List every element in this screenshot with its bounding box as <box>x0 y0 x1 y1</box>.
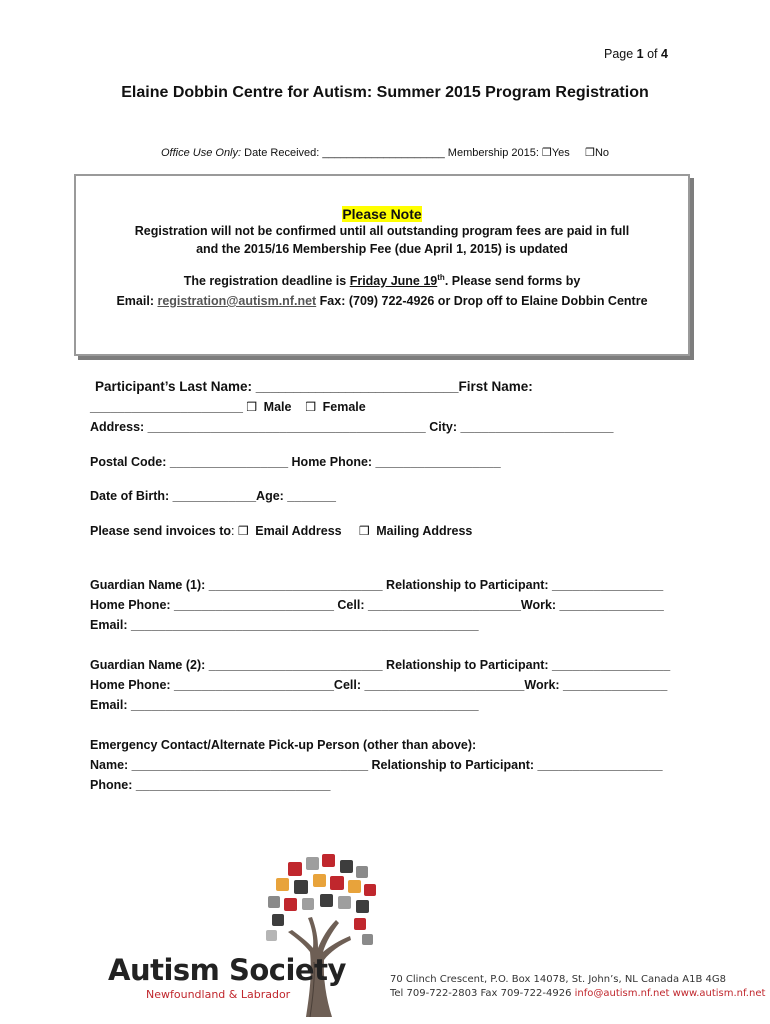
invoice-label: Please send invoices to <box>90 524 232 538</box>
registration-email-link[interactable]: registration@autism.nf.net <box>157 294 317 308</box>
emergency-heading: Emergency Contact/Alternate Pick-up Person (other than above): <box>90 738 477 752</box>
male-label: Male <box>263 400 292 414</box>
page-prefix: Page <box>604 47 637 61</box>
logo-contact <box>390 988 765 999</box>
office-use-line <box>0 146 770 159</box>
deadline-date: Friday June 19 <box>349 274 438 289</box>
checkbox-icon[interactable]: ❒ <box>238 524 249 538</box>
invoice-line <box>90 524 472 538</box>
note-contact <box>74 294 690 308</box>
logo-address: 70 Clinch Crescent, P.O. Box 14078, St. John’s, NL Canada A1B 4G8 <box>390 974 727 985</box>
checkbox-icon[interactable]: ❒ <box>359 524 370 538</box>
office-use-label: Office Use Only: <box>160 147 242 159</box>
page-title: Elaine Dobbin Centre for Autism: Summer 2015 Program Registration <box>121 84 649 101</box>
office-no-label: No <box>594 147 609 159</box>
emergency-name-line: Name: __________________________________ Relationship to Participant: __________________ <box>90 758 663 772</box>
office-yes-label: Yes <box>551 147 570 159</box>
guardian1-name-line: Guardian Name (1): _________________________ Relationship to Participant: ________________ <box>90 578 664 592</box>
participant-name-line: Participant’s Last Name: ___________________________First Name: <box>95 379 533 394</box>
female-label: Female <box>322 400 366 414</box>
invoice-colon: : <box>231 524 238 538</box>
deadline-pre: The registration deadline is <box>183 274 350 289</box>
participant-gender-line <box>90 400 366 414</box>
note-box <box>74 174 690 356</box>
logo-email[interactable]: info@autism.nf.net <box>574 988 670 999</box>
guardian2-name-line: Guardian Name (2): _________________________ Relationship to Participant: _________________ <box>90 658 671 672</box>
page-number <box>604 47 668 61</box>
checkbox-icon[interactable]: ❒ <box>246 400 258 414</box>
address-line: Address: ________________________________________ City: ______________________ <box>90 420 614 434</box>
emergency-phone-line: Phone: ____________________________ <box>90 778 331 792</box>
note-deadline <box>74 273 690 288</box>
note-heading <box>74 206 690 222</box>
guardian2-phone-line: Home Phone: _______________________Cell: _______________________Work: _______________ <box>90 678 668 692</box>
logo-society-region: Newfoundland & Labrador <box>146 988 291 1001</box>
first-name-blank: ______________________ <box>90 400 247 414</box>
checkbox-icon[interactable]: ❒ <box>541 147 552 159</box>
logo-web[interactable]: www.autism.nf.net <box>669 988 766 999</box>
dob-line: Date of Birth: ____________Age: _______ <box>90 489 336 503</box>
deadline-post: . Please send forms by <box>444 274 581 289</box>
postal-line: Postal Code: _________________ Home Phone: __________________ <box>90 455 501 469</box>
office-date-received: Date Received: ____________________ Membership 2015: <box>241 147 542 159</box>
logo-tel: Tel 709-722-2803 Fax 709-722-4926 <box>390 988 575 999</box>
checkbox-icon[interactable]: ❒ <box>305 400 317 414</box>
fax-line: Fax: (709) 722-4926 or Drop off to Elaine Dobbin Centre <box>316 294 648 308</box>
email-label: Email: <box>116 294 158 308</box>
page-of: of <box>643 47 661 61</box>
deadline-sup: th <box>437 273 445 282</box>
checkbox-icon[interactable]: ❒ <box>585 147 595 159</box>
page-total: 4 <box>661 47 668 61</box>
note-line2: and the 2015/16 Membership Fee (due April 1, 2015) is updated <box>196 242 568 256</box>
note-heading-text: Please Note <box>342 206 422 222</box>
guardian1-phone-line: Home Phone: _______________________ Cell: ______________________Work: _______________ <box>90 598 664 612</box>
guardian1-email-line: Email: __________________________________________________ <box>90 618 479 632</box>
logo-society-name: Autism Society <box>108 953 346 987</box>
invoice-mail-label: Mailing Address <box>376 524 473 538</box>
note-line1: Registration will not be confirmed until all outstanding program fees are paid in full <box>134 224 630 238</box>
page-current: 1 <box>636 47 644 61</box>
guardian2-email-line: Email: __________________________________________________ <box>90 698 479 712</box>
invoice-email-label: Email Address <box>255 524 342 538</box>
